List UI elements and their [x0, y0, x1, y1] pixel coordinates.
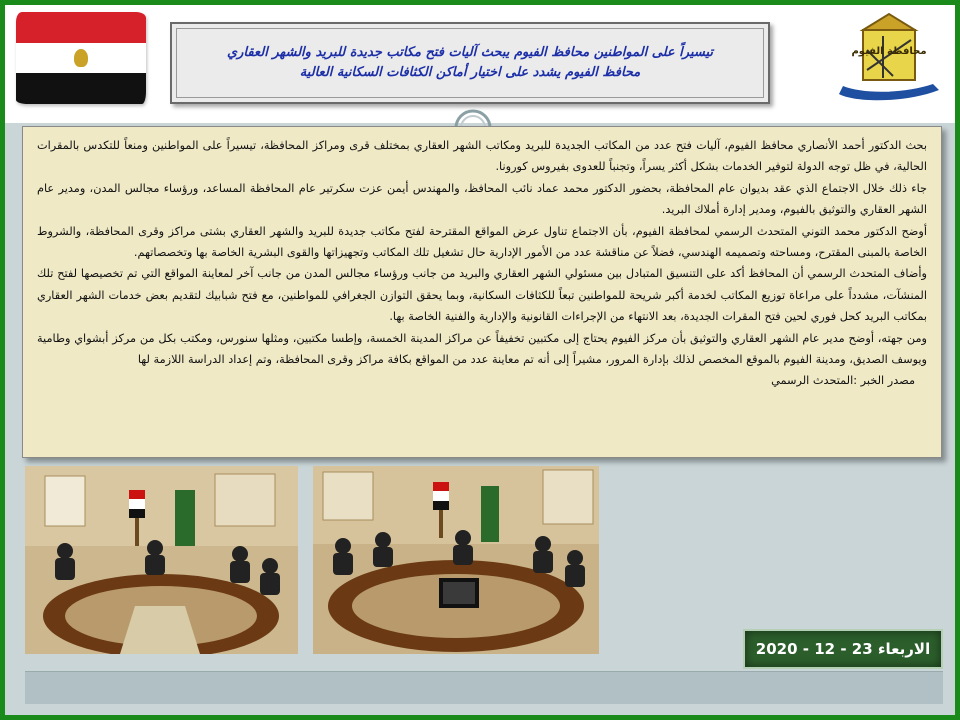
headline-subtitle: محافظ الفيوم يشدد على اختيار أماكن الكثافات السكانية العالية — [299, 65, 641, 80]
article-paragraph: بحث الدكتور أحمد الأنصاري محافظ الفيوم، آليات فتح عدد من المكاتب الجديدة للبريد ومكاتب الشهر العقاري بمختلف قرى ومراكز المحافظة، تيسيراً على المواطنين ومنعاً للتكدس بالمقرات الحالية، في ظل توجه الدولة لتوفير الخدمات بشكل أكثر يسراً، وتجنباً للعدوى بفيروس كورونا. — [37, 139, 927, 174]
article-paragraph: وأضاف المتحدث الرسمي أن المحافظ أكد على التنسيق المتبادل بين مسئولي الشهر العقاري والبريد من جانب ورؤساء مجالس المدن من جانب آخر لمعاينة المواقع التي تم تخصيصها لفتح تلك المنشآت، مشدداً على مراعاة توزيع المكاتب لخدمة أكبر شريحة للمواطنين تبعاً للكثافات السكانية، وبما يحقق التوازن الجغرافي للمواطنين، مع فتح شبابيك لتقديم بعض خدمات الشهر العقاري بمكاتب البريد كحل فوري لحين فتح المقرات الجديدة، بعد الانتهاء من الإجراءات القانونية والإدارية والفنية الخاصة بها. — [37, 267, 927, 324]
date-badge: الاربعاء 23 - 12 - 2020 — [743, 629, 943, 669]
bottom-bar — [25, 671, 943, 704]
egypt-flag-icon — [16, 12, 146, 104]
article-paragraph: جاء ذلك خلال الاجتماع الذي عقد بديوان عام المحافظة، بحضور الدكتور محمد عماد نائب المحافظ، والمهندس أيمن عزت سكرتير عام المحافظة المساعد، ورؤساء مجالس المدن، ومدير عام الشهر العقاري والتوثيق بالفيوم، ومدير إدارة أملاك البريد. — [37, 181, 927, 217]
headline-title: تيسيراً على المواطنين محافظ الفيوم يبحث آليات فتح مكاتب جديدة للبريد والشهر العقاري — [226, 45, 714, 60]
article-paragraph: ومن جهته، أوضح مدير عام الشهر العقاري والتوثيق بأن مركز الفيوم يحتاج إلى مكتبين تخفيفاً عن مراكز المدينة الخمسة، وإطسا مكتبين، ومثلها سنورس، ومكتب بكل من مركز أبشواي وطامية ويوسف الصديق، ومدينة الفيوم بالموقع المخصص لذلك بإدارة المرور، مشيراً إلى أنه تم معاينة عدد من المواقع بكافة مراكز وقرى المحافظة، وتم إعداد الدراسة اللازمة لها — [37, 331, 927, 367]
logo-text: محافظة الفيوم — [851, 46, 927, 57]
headline-box — [170, 22, 770, 104]
news-article-box — [22, 126, 942, 458]
article-paragraph: أوضح الدكتور محمد التوني المتحدث الرسمي لمحافظة الفيوم، بأن الاجتماع تناول عرض المواقع المقترحة لفتح مكاتب جديدة للبريد والشهر العقاري بشتى مراكز وقرى المحافظة، والشروط الخاصة بالمبنى المقترح، ومساحته وتصميمه الهندسي، فضلاً عن مناقشة عدد من الأمور الإدارية حال تشغيل تلك المكاتب وتجهيزاتها والقوى البشرية الخاصة بها وتخصصاتهم. — [37, 224, 927, 260]
fayoum-governorate-logo — [833, 10, 945, 104]
meeting-photo-1 — [25, 466, 298, 654]
meeting-photo-2 — [313, 466, 599, 654]
news-article-text — [37, 135, 927, 392]
article-source: مصدر الخبر :المتحدث الرسمي — [771, 374, 915, 388]
